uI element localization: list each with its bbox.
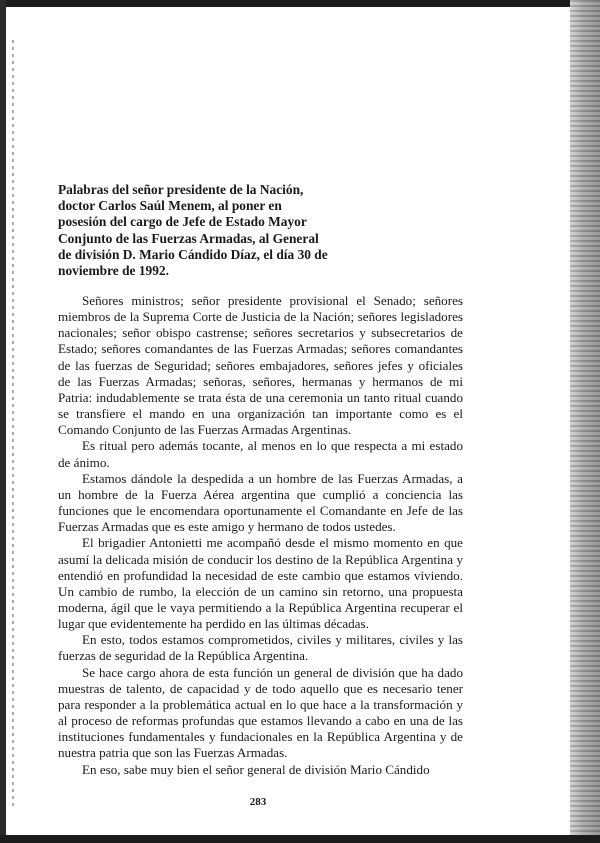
- scan-left-border: [0, 0, 6, 843]
- paragraph: En eso, sabe muy bien el señor general de división Mario Cándido: [82, 761, 430, 777]
- scan-right-shadow: [570, 0, 600, 843]
- speech-heading: Palabras del señor presidente de la Nación, doctor Carlos Saúl Menem, al poner en posesión del cargo de Jefe de Estado Mayor Conjunto de las Fuerzas Armadas, al General de división D. Mario Cándido Díaz, el día 30 de noviembre de 1992.: [58, 182, 328, 279]
- scan-binding-marks: [12, 40, 14, 810]
- paragraph: En esto, todos estamos comprometidos, civiles y militares, civiles y las fuerzas de seguridad de la República Argentina.: [58, 632, 463, 664]
- page-number: 283: [249, 796, 267, 808]
- scan-top-border: [0, 0, 600, 7]
- paragraph: El brigadier Antonietti me acompañó desde el mismo momento en que asumí la delicada misión de conducir los destino de la República Argentina y entendió en profundidad la necesidad de este cambio que estamos viviendo. Un cambio de rumbo, la elección de un camino sin retorno, una propuesta moderna, ágil que le vaya permitiendo a la República Argentina recuperar el lugar que evidentemente ha perdido en las últimas décadas.: [58, 535, 463, 632]
- speech-body: [58, 293, 463, 778]
- paragraph: Es ritual pero además tocante, al menos en lo que respecta a mi estado de ánimo.: [58, 438, 463, 470]
- scan-bottom-border: [0, 835, 600, 843]
- paragraph: Estamos dándole la despedida a un hombre de las Fuerzas Armadas, a un hombre de la Fuerza Aérea argentina que cumplió a conciencia las funciones que le encomendara oportunamente el Comandante en Jefe de las Fuerzas Armadas que es este amigo y hermano de todos ustedes.: [58, 470, 463, 535]
- paragraph: Señores ministros; señor presidente provisional el Senado; señores miembros de la Suprema Corte de Justicia de la Nación; señores legisladores nacionales; señor obispo castrense; señores secretarios y subsecretarios de Estado; señores comandantes de las Fuerzas Armadas; señores comandantes de las fuerzas de Seguridad; señores embajadores, señores jefes y oficiales de las Fuerzas Armadas; señoras, señores, hermanas y hermanos de mi Patria: indudablemente se trata ésta de una ceremonia un tanto ritual cuando se transfiere el mando en una organización tan importante como es el Comando Conjunto de las Fuerzas Armadas Argentinas.: [58, 293, 463, 438]
- paragraph: Se hace cargo ahora de esta función un general de división que ha dado muestras de talento, de capacidad y de todo aquello que es necesario tener para responder a la problemática actual en lo que hace a la transformación y al proceso de reformas profundas que estamos llevando a cabo en una de las instituciones fundamentales y fundacionales en la República Argentina y de nuestra patria que son las Fuerzas Armadas.: [58, 664, 463, 761]
